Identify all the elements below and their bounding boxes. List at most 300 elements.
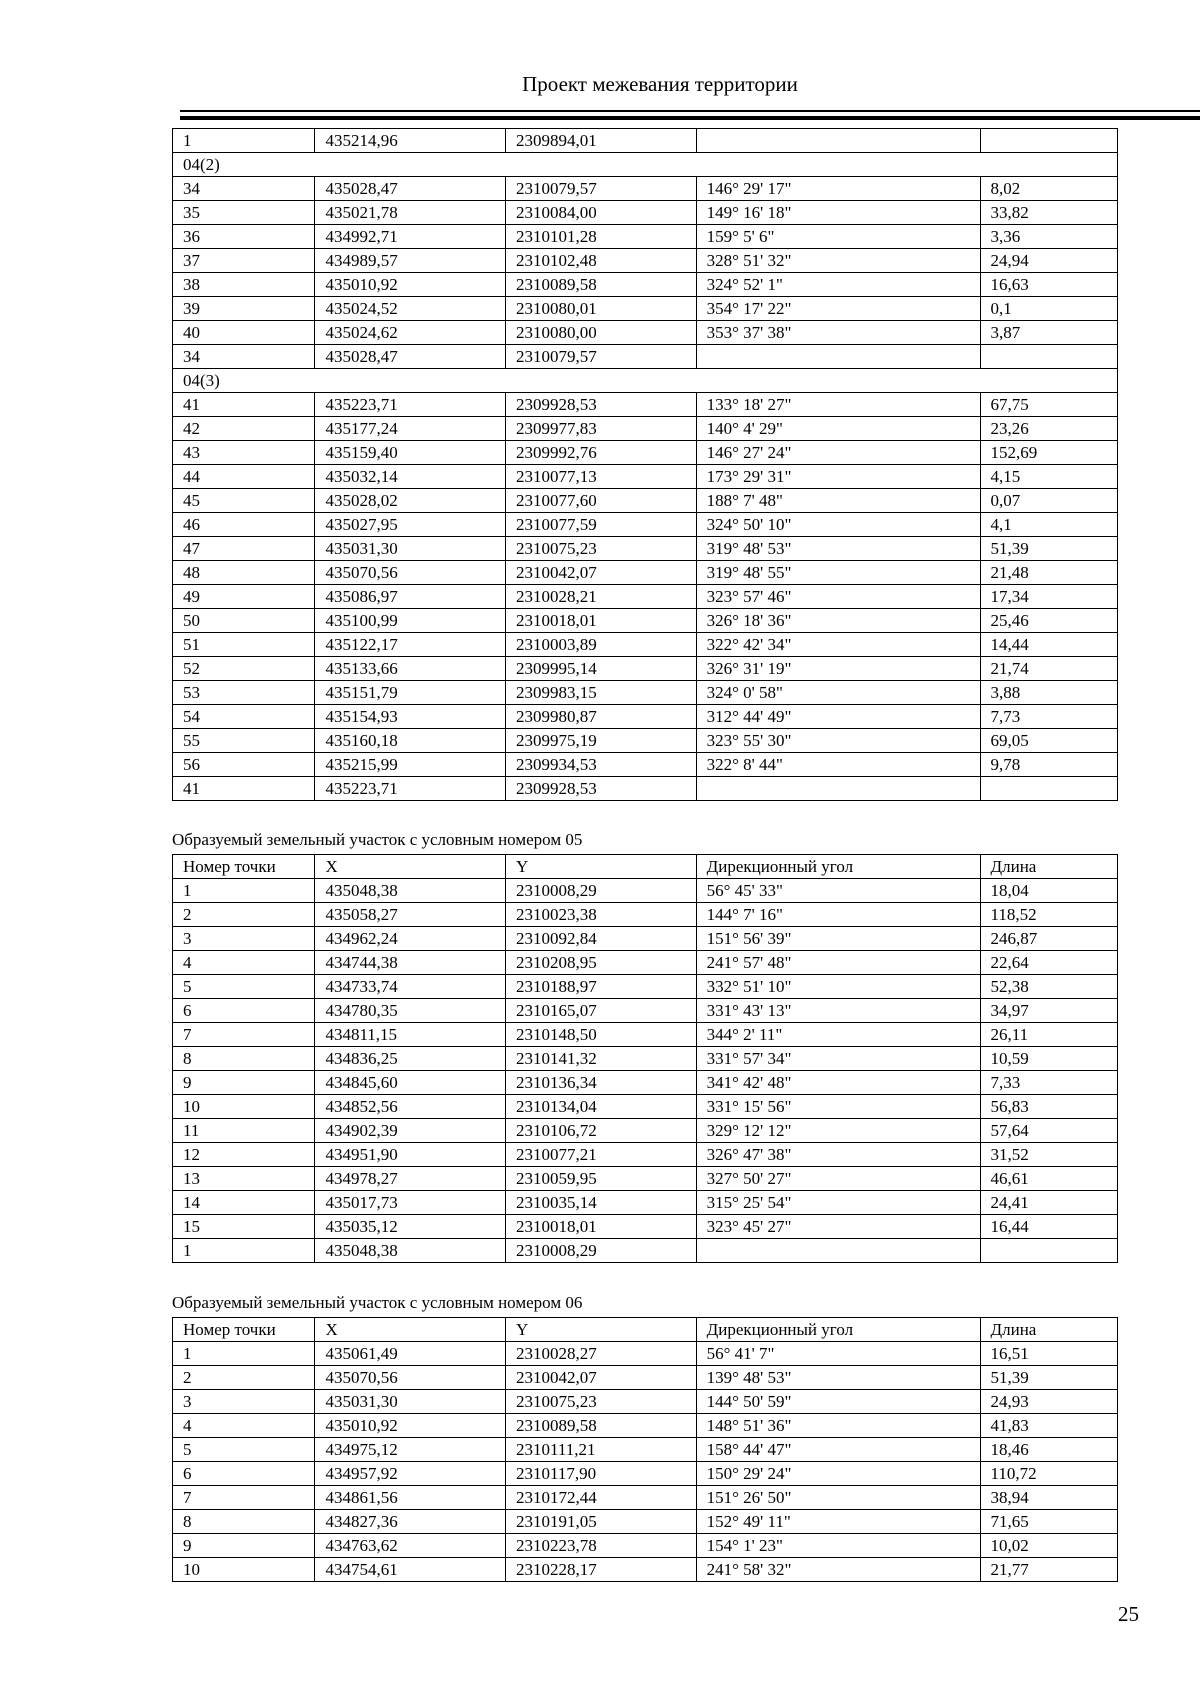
table-cell: 47: [173, 537, 315, 561]
table-row: [173, 1143, 1118, 1167]
table-cell: 67,75: [980, 393, 1117, 417]
table-cell: 24,93: [980, 1390, 1117, 1414]
table-cell: [696, 777, 980, 801]
table-cell: 9,78: [980, 753, 1117, 777]
table-cell: 2310079,57: [506, 345, 697, 369]
table-cell: 151° 26' 50": [696, 1486, 980, 1510]
table-cell: 2310077,60: [506, 489, 697, 513]
table-cell: 2309992,76: [506, 441, 697, 465]
table-row: [173, 201, 1118, 225]
table-cell: [696, 129, 980, 153]
table-cell: 2310141,32: [506, 1047, 697, 1071]
table-cell: 326° 47' 38": [696, 1143, 980, 1167]
table-cell: 31,52: [980, 1143, 1117, 1167]
table-cell: 46: [173, 513, 315, 537]
table-cell: 21,48: [980, 561, 1117, 585]
table-cell: 49: [173, 585, 315, 609]
table-cell: 435028,47: [315, 177, 506, 201]
table-cell: 435048,38: [315, 1239, 506, 1263]
table-cell: 4: [173, 951, 315, 975]
table-cell: 344° 2' 11": [696, 1023, 980, 1047]
table-cell: 2310008,29: [506, 1239, 697, 1263]
table-row: [173, 537, 1118, 561]
table-cell: 2310080,00: [506, 321, 697, 345]
table-cell: 2310223,78: [506, 1534, 697, 1558]
table-row: [173, 129, 1118, 153]
section-label: 04(3): [173, 369, 1118, 393]
table-cell: 15: [173, 1215, 315, 1239]
table-cell: 434957,92: [315, 1462, 506, 1486]
table-cell: 8,02: [980, 177, 1117, 201]
table-row: [173, 393, 1118, 417]
table-cell: 2310089,58: [506, 1414, 697, 1438]
table-cell: 2310003,89: [506, 633, 697, 657]
table-row: [173, 417, 1118, 441]
table-cell: 435070,56: [315, 1366, 506, 1390]
table-row: [173, 1239, 1118, 1263]
table-cell: 12: [173, 1143, 315, 1167]
table-cell: 69,05: [980, 729, 1117, 753]
table-cell: 435122,17: [315, 633, 506, 657]
table-cell: 2310028,21: [506, 585, 697, 609]
table-cell: 149° 16' 18": [696, 201, 980, 225]
table-row: [173, 951, 1118, 975]
table-cell: 34: [173, 345, 315, 369]
header-cell: Длина: [980, 855, 1117, 879]
table-cell: 45: [173, 489, 315, 513]
table-cell: 56: [173, 753, 315, 777]
table-cell: 133° 18' 27": [696, 393, 980, 417]
table-row: [173, 465, 1118, 489]
table-row: [173, 975, 1118, 999]
table-caption-05: Образуемый земельный участок с условным номером 05: [172, 830, 583, 849]
table-row: [173, 297, 1118, 321]
table-cell: 33,82: [980, 201, 1117, 225]
table-cell: 2310117,90: [506, 1462, 697, 1486]
table-cell: 435010,92: [315, 273, 506, 297]
table-cell: 41,83: [980, 1414, 1117, 1438]
table-cell: 2310023,38: [506, 903, 697, 927]
table-cell: 26,11: [980, 1023, 1117, 1047]
table-cell: 14: [173, 1191, 315, 1215]
table-cell: 328° 51' 32": [696, 249, 980, 273]
table-cell: 2310028,27: [506, 1342, 697, 1366]
table-cell: 10: [173, 1095, 315, 1119]
table-cell: 324° 50' 10": [696, 513, 980, 537]
header-cell: Y: [506, 1318, 697, 1342]
table-cell: 2: [173, 903, 315, 927]
table-cell: 46,61: [980, 1167, 1117, 1191]
table-cell: 2309977,83: [506, 417, 697, 441]
table-cell: 34,97: [980, 999, 1117, 1023]
table-cell: 434852,56: [315, 1095, 506, 1119]
table-cell: 1: [173, 1239, 315, 1263]
table-row: [173, 999, 1118, 1023]
table-cell: 110,72: [980, 1462, 1117, 1486]
table-cell: 435031,30: [315, 537, 506, 561]
table-cell: 434744,38: [315, 951, 506, 975]
table-row: [173, 1023, 1118, 1047]
table-row: [173, 441, 1118, 465]
table-cell: 2310079,57: [506, 177, 697, 201]
table-cell: 435070,56: [315, 561, 506, 585]
header-cell: Дирекционный угол: [696, 1318, 980, 1342]
table-row: [173, 1366, 1118, 1390]
table-cell: 152,69: [980, 441, 1117, 465]
table-row: [173, 1119, 1118, 1143]
table-cell: 2310018,01: [506, 609, 697, 633]
table-row: [173, 633, 1118, 657]
table-cell: 435215,99: [315, 753, 506, 777]
table-cell: 22,64: [980, 951, 1117, 975]
table-cell: 2309975,19: [506, 729, 697, 753]
table-cell: 435159,40: [315, 441, 506, 465]
table-cell: 57,64: [980, 1119, 1117, 1143]
table-cell: 3,36: [980, 225, 1117, 249]
table-cell: 144° 7' 16": [696, 903, 980, 927]
table-cell: 315° 25' 54": [696, 1191, 980, 1215]
table-row: [173, 585, 1118, 609]
table-cell: 14,44: [980, 633, 1117, 657]
table-cell: 435100,99: [315, 609, 506, 633]
table-cell: 2309995,14: [506, 657, 697, 681]
table-row: [173, 1438, 1118, 1462]
table-cell: [696, 345, 980, 369]
table-cell: 2310136,34: [506, 1071, 697, 1095]
table-cell: 52: [173, 657, 315, 681]
table-cell: 2310089,58: [506, 273, 697, 297]
table-cell: 2310188,97: [506, 975, 697, 999]
table-row: [173, 249, 1118, 273]
table-row: [173, 1215, 1118, 1239]
table-cell: 173° 29' 31": [696, 465, 980, 489]
table-cell: 435021,78: [315, 201, 506, 225]
table-row: [173, 1414, 1118, 1438]
table-cell: 435031,30: [315, 1390, 506, 1414]
table-cell: 434754,61: [315, 1558, 506, 1582]
table-cell: 434978,27: [315, 1167, 506, 1191]
table-cell: 435024,52: [315, 297, 506, 321]
table-cell: 435032,14: [315, 465, 506, 489]
table-cell: 4,1: [980, 513, 1117, 537]
table-row: [173, 753, 1118, 777]
table-cell: 10,59: [980, 1047, 1117, 1071]
table-cell: 9: [173, 1534, 315, 1558]
table-row: [173, 561, 1118, 585]
table-cell: 435214,96: [315, 129, 506, 153]
table-cell: 2310035,14: [506, 1191, 697, 1215]
table-cell: 2309980,87: [506, 705, 697, 729]
table-cell: 118,52: [980, 903, 1117, 927]
table-cell: 434811,15: [315, 1023, 506, 1047]
table-cell: 146° 29' 17": [696, 177, 980, 201]
table-cell: 241° 58' 32": [696, 1558, 980, 1582]
table-cell: 24,94: [980, 249, 1117, 273]
table-cell: 3,88: [980, 681, 1117, 705]
table-cell: 4,15: [980, 465, 1117, 489]
table-row: [173, 1342, 1118, 1366]
table-cell: 2310106,72: [506, 1119, 697, 1143]
table-row: [173, 1510, 1118, 1534]
header-cell: Y: [506, 855, 697, 879]
table-cell: 2310165,07: [506, 999, 697, 1023]
table-cell: 2310172,44: [506, 1486, 697, 1510]
page-header-title: Проект межевания территории: [522, 72, 798, 96]
table-row: [173, 1462, 1118, 1486]
table-cell: 435010,92: [315, 1414, 506, 1438]
table-cell: 54: [173, 705, 315, 729]
table-cell: 23,26: [980, 417, 1117, 441]
table-cell: 2310077,59: [506, 513, 697, 537]
table-cell: 322° 42' 34": [696, 633, 980, 657]
table-cell: 41: [173, 777, 315, 801]
table-cell: 434861,56: [315, 1486, 506, 1510]
table-cell: 434962,24: [315, 927, 506, 951]
table-cell: 434992,71: [315, 225, 506, 249]
table-row: [173, 1191, 1118, 1215]
table-cell: 246,87: [980, 927, 1117, 951]
table-cell: 38: [173, 273, 315, 297]
table-cell: 1: [173, 1342, 315, 1366]
table-cell: 2309983,15: [506, 681, 697, 705]
table-cell: 332° 51' 10": [696, 975, 980, 999]
table-cell: 7: [173, 1486, 315, 1510]
header-rule-thick: [180, 116, 1200, 120]
table-cell: 0,1: [980, 297, 1117, 321]
table-cell: 16,63: [980, 273, 1117, 297]
table-cell: 341° 42' 48": [696, 1071, 980, 1095]
table-cell: 2310075,23: [506, 1390, 697, 1414]
table-cell: 434733,74: [315, 975, 506, 999]
table-cell: 2310191,05: [506, 1510, 697, 1534]
table-cell: 2310080,01: [506, 297, 697, 321]
table-cell: 354° 17' 22": [696, 297, 980, 321]
table-cell: 7,73: [980, 705, 1117, 729]
table-header-row: [173, 855, 1118, 879]
table-cell: 38,94: [980, 1486, 1117, 1510]
table-cell: 51: [173, 633, 315, 657]
table-cell: 52,38: [980, 975, 1117, 999]
table-row: [173, 1167, 1118, 1191]
table-row: [173, 927, 1118, 951]
table-cell: 435058,27: [315, 903, 506, 927]
table-cell: 434902,39: [315, 1119, 506, 1143]
table-cell: 3: [173, 1390, 315, 1414]
table-row: [173, 513, 1118, 537]
table-cell: 2310018,01: [506, 1215, 697, 1239]
table-cell: 2310111,21: [506, 1438, 697, 1462]
table-cell: 9: [173, 1071, 315, 1095]
table-cell: 323° 45' 27": [696, 1215, 980, 1239]
table-cell: 25,46: [980, 609, 1117, 633]
table-cell: 2309934,53: [506, 753, 697, 777]
table-cell: 56° 45' 33": [696, 879, 980, 903]
table-section-row: [173, 153, 1118, 177]
header-cell: Номер точки: [173, 1318, 315, 1342]
table-cell: 2310042,07: [506, 561, 697, 585]
table-cell: 152° 49' 11": [696, 1510, 980, 1534]
table-cell: 17,34: [980, 585, 1117, 609]
table-cell: 331° 15' 56": [696, 1095, 980, 1119]
table-cell: 21,77: [980, 1558, 1117, 1582]
table-cell: 323° 57' 46": [696, 585, 980, 609]
header-cell: X: [315, 855, 506, 879]
table-cell: [980, 129, 1117, 153]
table-cell: 324° 0' 58": [696, 681, 980, 705]
table-cell: 3,87: [980, 321, 1117, 345]
table-caption-06: Образуемый земельный участок с условным номером 06: [172, 1293, 583, 1312]
table-cell: 188° 7' 48": [696, 489, 980, 513]
table-row: [173, 729, 1118, 753]
table-cell: 146° 27' 24": [696, 441, 980, 465]
table-cell: 7: [173, 1023, 315, 1047]
table-cell: 5: [173, 975, 315, 999]
table-cell: 435028,02: [315, 489, 506, 513]
header-cell: Номер точки: [173, 855, 315, 879]
table-cell: 1: [173, 129, 315, 153]
table-row: [173, 705, 1118, 729]
table-cell: 21,74: [980, 657, 1117, 681]
table-cell: 435035,12: [315, 1215, 506, 1239]
table-row: [173, 1047, 1118, 1071]
table-row: [173, 273, 1118, 297]
table-cell: 140° 4' 29": [696, 417, 980, 441]
table-cell: 55: [173, 729, 315, 753]
table-cell: 51,39: [980, 537, 1117, 561]
table-cell: 326° 31' 19": [696, 657, 980, 681]
table-cell: 435223,71: [315, 393, 506, 417]
table-cell: 53: [173, 681, 315, 705]
table-cell: 435133,66: [315, 657, 506, 681]
table-cell: 2310077,13: [506, 465, 697, 489]
table-row: [173, 177, 1118, 201]
table-cell: 435024,62: [315, 321, 506, 345]
table-section-row: [173, 369, 1118, 393]
table-cell: 434763,62: [315, 1534, 506, 1558]
coordinates-table-06: [172, 1317, 1118, 1582]
table-cell: 18,04: [980, 879, 1117, 903]
table-cell: 2309928,53: [506, 777, 697, 801]
table-cell: 435086,97: [315, 585, 506, 609]
table-cell: 34: [173, 177, 315, 201]
coordinates-table-04: [172, 128, 1118, 801]
table-cell: 2310134,04: [506, 1095, 697, 1119]
table-cell: 2309928,53: [506, 393, 697, 417]
table-row: [173, 1095, 1118, 1119]
table-row: [173, 1534, 1118, 1558]
table-cell: 2310208,95: [506, 951, 697, 975]
coordinates-table-05: [172, 854, 1118, 1263]
table-cell: 434827,36: [315, 1510, 506, 1534]
table-cell: 13: [173, 1167, 315, 1191]
table-row: [173, 1071, 1118, 1095]
table-cell: 434989,57: [315, 249, 506, 273]
table-cell: 329° 12' 12": [696, 1119, 980, 1143]
table-row: [173, 609, 1118, 633]
table-cell: 8: [173, 1047, 315, 1071]
table-cell: 37: [173, 249, 315, 273]
table-cell: 6: [173, 999, 315, 1023]
table-cell: 2310075,23: [506, 537, 697, 561]
table-cell: 51,39: [980, 1366, 1117, 1390]
table-cell: 39: [173, 297, 315, 321]
table-cell: 2310101,28: [506, 225, 697, 249]
table-cell: 2310042,07: [506, 1366, 697, 1390]
table-row: [173, 777, 1118, 801]
table-cell: 158° 44' 47": [696, 1438, 980, 1462]
table-cell: [980, 1239, 1117, 1263]
table-cell: 4: [173, 1414, 315, 1438]
table-row: [173, 903, 1118, 927]
table-row: [173, 225, 1118, 249]
table-cell: 3: [173, 927, 315, 951]
table-cell: 2310084,00: [506, 201, 697, 225]
table-cell: [980, 345, 1117, 369]
table-cell: 331° 57' 34": [696, 1047, 980, 1071]
header-rule-thin: [180, 110, 1200, 112]
table-cell: 435151,79: [315, 681, 506, 705]
table-cell: 36: [173, 225, 315, 249]
table-cell: 435223,71: [315, 777, 506, 801]
table-cell: 35: [173, 201, 315, 225]
header-cell: Длина: [980, 1318, 1117, 1342]
table-cell: 435027,95: [315, 513, 506, 537]
table-cell: 139° 48' 53": [696, 1366, 980, 1390]
table-cell: 2310008,29: [506, 879, 697, 903]
table-cell: 10,02: [980, 1534, 1117, 1558]
table-cell: 150° 29' 24": [696, 1462, 980, 1486]
table-cell: [980, 777, 1117, 801]
table-cell: 151° 56' 39": [696, 927, 980, 951]
table-cell: 435017,73: [315, 1191, 506, 1215]
section-label: 04(2): [173, 153, 1118, 177]
table-cell: 10: [173, 1558, 315, 1582]
table-cell: 18,46: [980, 1438, 1117, 1462]
table-row: [173, 1390, 1118, 1414]
table-cell: 2310228,17: [506, 1558, 697, 1582]
table-cell: 0,07: [980, 489, 1117, 513]
table-row: [173, 1558, 1118, 1582]
table-cell: 71,65: [980, 1510, 1117, 1534]
table-cell: 319° 48' 53": [696, 537, 980, 561]
table-row: [173, 879, 1118, 903]
table-row: [173, 681, 1118, 705]
table-cell: 435160,18: [315, 729, 506, 753]
table-cell: 2310077,21: [506, 1143, 697, 1167]
table-cell: 434836,25: [315, 1047, 506, 1071]
table-row: [173, 489, 1118, 513]
table-row: [173, 345, 1118, 369]
header-cell: X: [315, 1318, 506, 1342]
table-cell: 41: [173, 393, 315, 417]
table-cell: 323° 55' 30": [696, 729, 980, 753]
table-cell: 2: [173, 1366, 315, 1390]
page-number: 25: [1118, 1602, 1139, 1626]
table-cell: 56° 41' 7": [696, 1342, 980, 1366]
table-cell: 319° 48' 55": [696, 561, 980, 585]
table-row: [173, 321, 1118, 345]
table-cell: 241° 57' 48": [696, 951, 980, 975]
table-cell: 327° 50' 27": [696, 1167, 980, 1191]
table-cell: 5: [173, 1438, 315, 1462]
table-cell: 2310102,48: [506, 249, 697, 273]
table-cell: 1: [173, 879, 315, 903]
table-cell: 42: [173, 417, 315, 441]
table-cell: 16,51: [980, 1342, 1117, 1366]
table-cell: 44: [173, 465, 315, 489]
table-cell: 324° 52' 1": [696, 273, 980, 297]
table-header-row: [173, 1318, 1118, 1342]
